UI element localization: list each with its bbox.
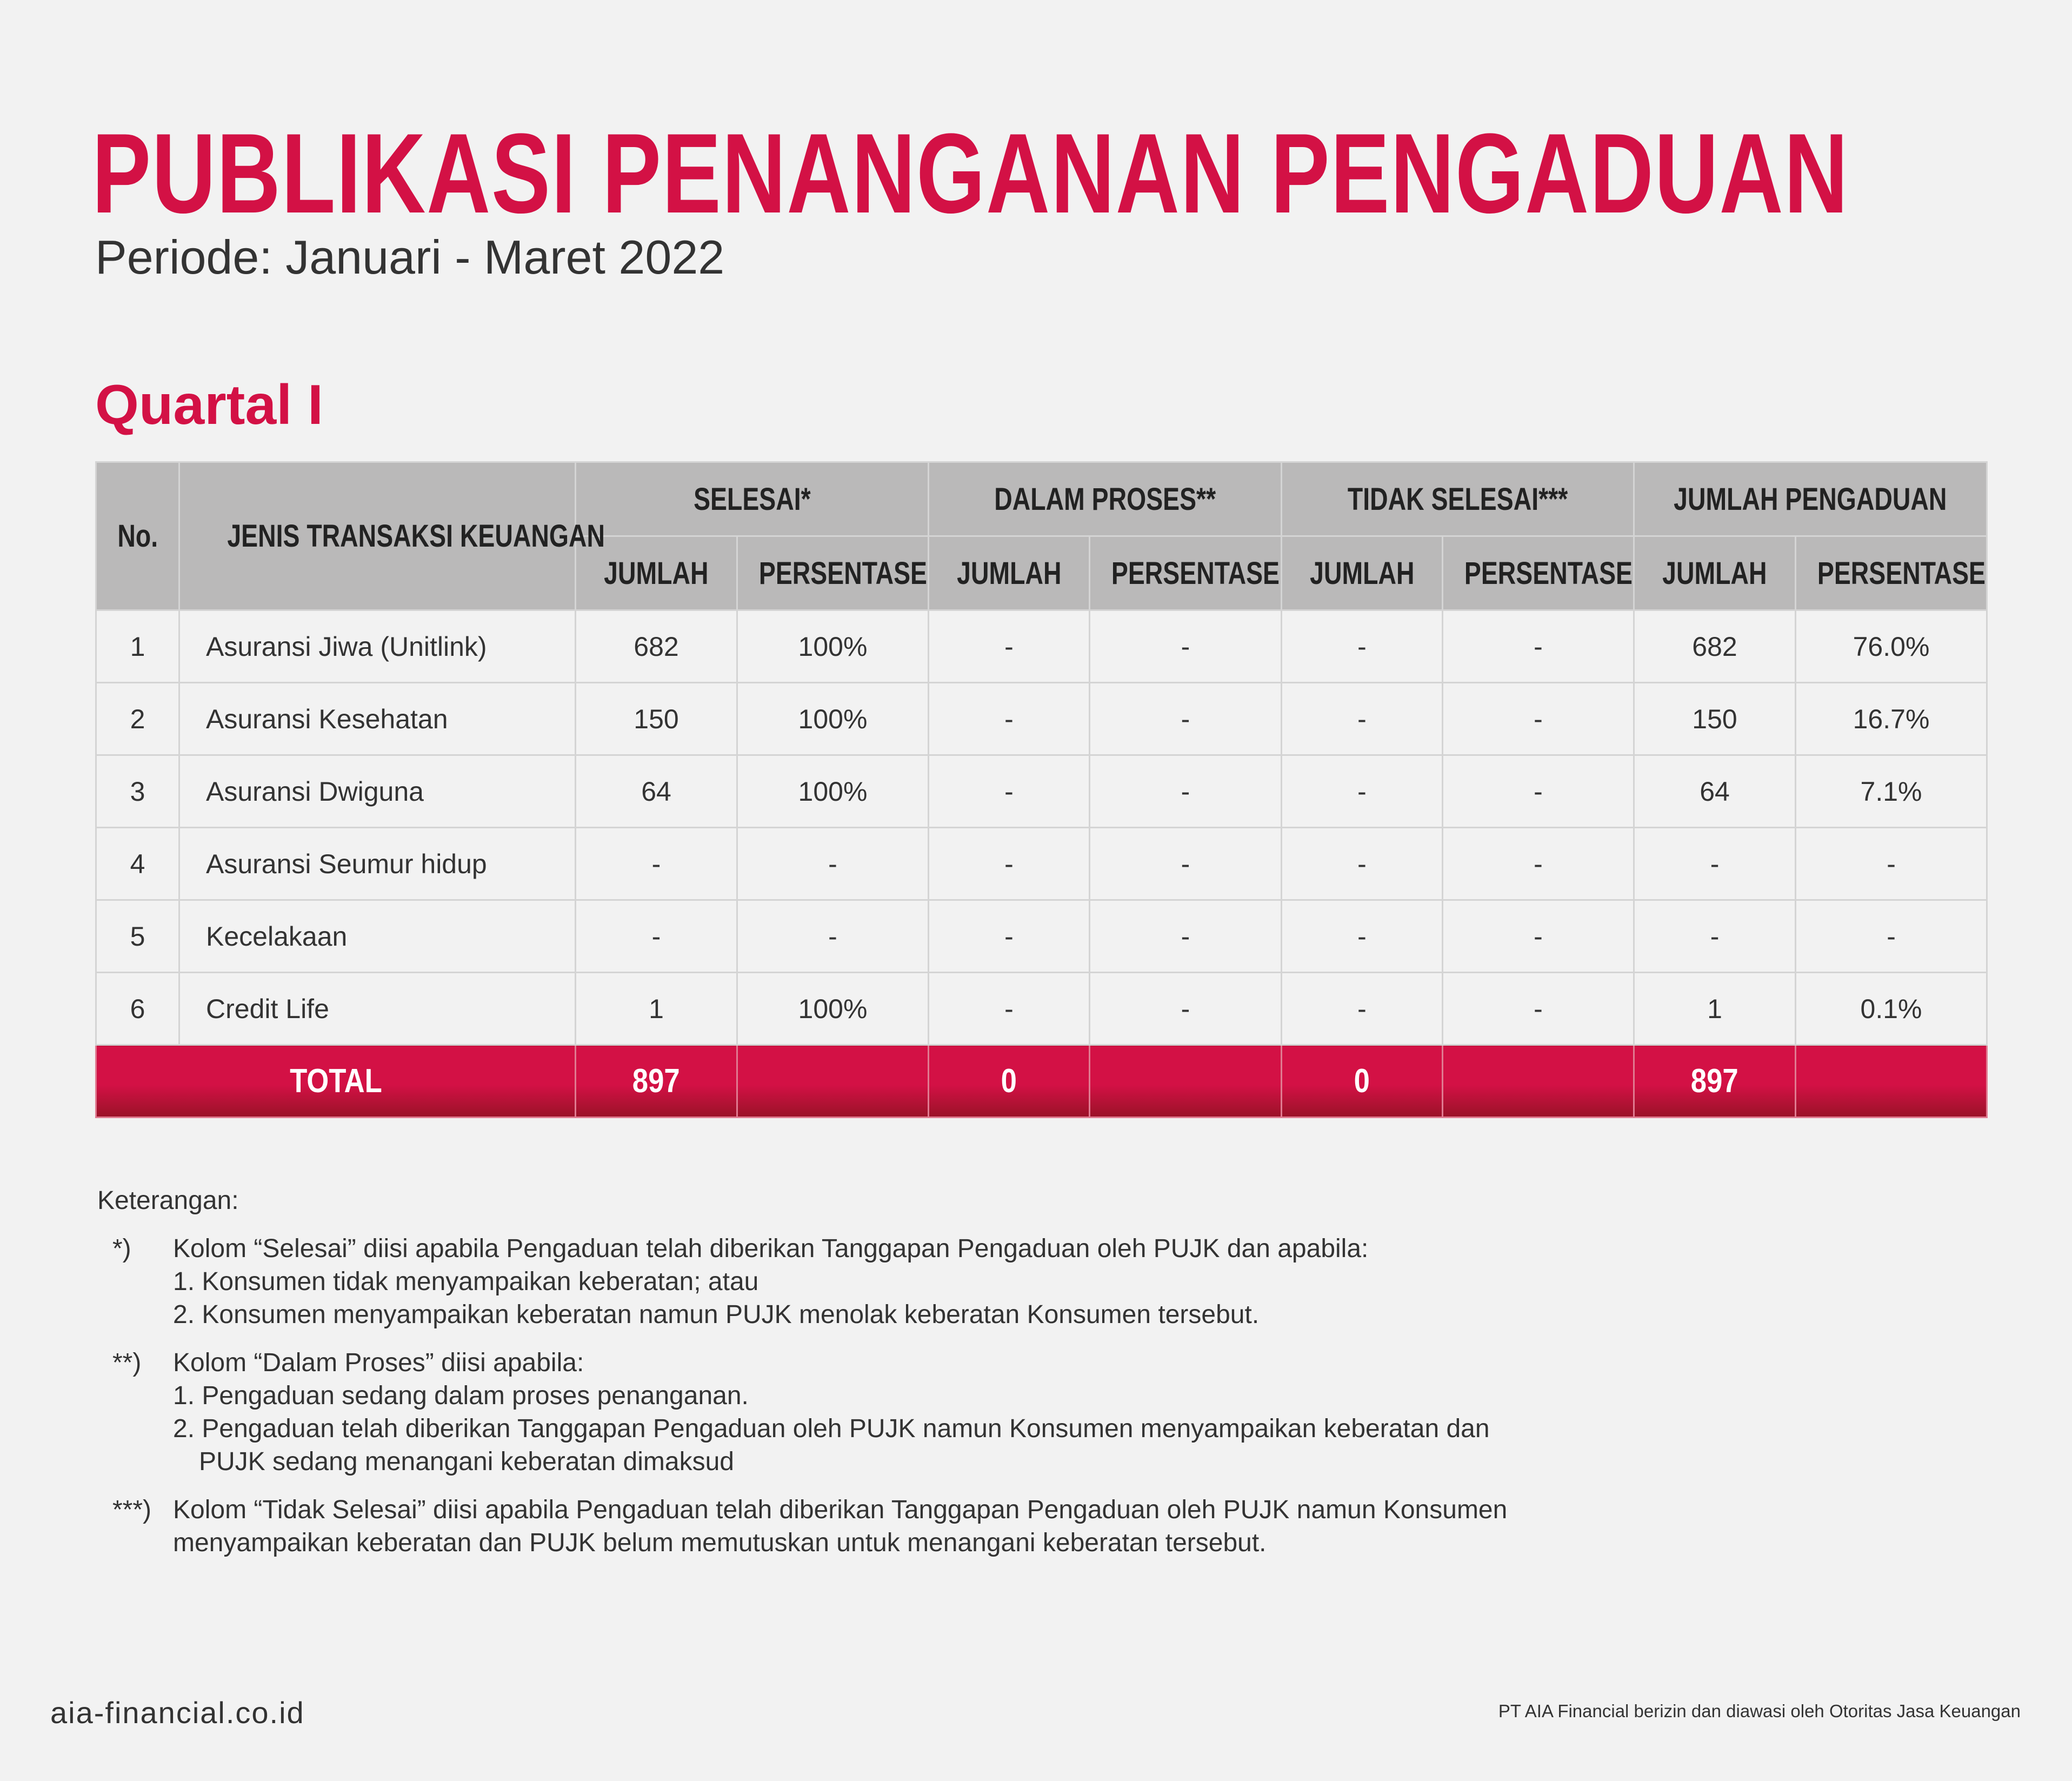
cell-value: - bbox=[1443, 828, 1634, 900]
note-line: 1. Konsumen tidak menyampaikan keberatan; atau bbox=[173, 1267, 759, 1296]
table-row bbox=[96, 973, 1987, 1045]
cell-value: - bbox=[1282, 828, 1443, 900]
cell-value: - bbox=[1282, 610, 1443, 683]
cell-value: 150 bbox=[576, 683, 737, 755]
cell-value: - bbox=[1090, 755, 1282, 828]
cell-value: - bbox=[1090, 900, 1282, 973]
total-selesai: 897 bbox=[576, 1045, 737, 1118]
note-item bbox=[97, 1493, 1507, 1559]
row-number: 5 bbox=[96, 900, 179, 973]
footer-disclaimer: PT AIA Financial berizin dan diawasi oleh Otoritas Jasa Keuangan bbox=[1498, 1701, 2021, 1721]
cell-value: - bbox=[1282, 900, 1443, 973]
cell-value: - bbox=[1634, 900, 1796, 973]
row-number: 6 bbox=[96, 973, 179, 1045]
cell-value: - bbox=[1443, 683, 1634, 755]
cell-value: - bbox=[929, 683, 1090, 755]
cell-value: 0.1% bbox=[1796, 973, 1987, 1045]
note-marker: ***) bbox=[112, 1496, 152, 1524]
table-row bbox=[96, 683, 1987, 755]
note-line: Kolom “Tidak Selesai” diisi apabila Pengaduan telah diberikan Tanggapan Pengaduan oleh PUJK namun Konsumen bbox=[173, 1496, 1508, 1524]
header-dalam-proses: DALAM PROSES** bbox=[929, 462, 1282, 536]
note-item bbox=[97, 1232, 1507, 1331]
total-empty bbox=[1090, 1045, 1282, 1118]
transaction-type: Asuransi Jiwa (Unitlink) bbox=[179, 610, 576, 683]
note-line: 2. Konsumen menyampaikan keberatan namun PUJK menolak keberatan Konsumen tersebut. bbox=[173, 1300, 1260, 1329]
cell-value: 100% bbox=[737, 683, 929, 755]
header-selesai: SELESAI* bbox=[576, 462, 929, 536]
note-item bbox=[97, 1346, 1507, 1478]
transaction-type: Kecelakaan bbox=[179, 900, 576, 973]
total-dalam_proses: 0 bbox=[929, 1045, 1090, 1118]
total-jumlah: 897 bbox=[1634, 1045, 1796, 1118]
notes-heading: Keterangan: bbox=[97, 1186, 239, 1215]
table-row bbox=[96, 900, 1987, 973]
notes bbox=[97, 1184, 1507, 1559]
subheader-jumlah: JUMLAH bbox=[576, 536, 737, 610]
table-row bbox=[96, 755, 1987, 828]
cell-value: - bbox=[1443, 755, 1634, 828]
note-line: menyampaikan keberatan dan PUJK belum memutuskan untuk menangani keberatan tersebut. bbox=[173, 1529, 1267, 1557]
total-row bbox=[96, 1045, 1987, 1118]
row-number: 3 bbox=[96, 755, 179, 828]
subheader-persentase: PERSENTASE bbox=[1443, 536, 1634, 610]
cell-value: 64 bbox=[576, 755, 737, 828]
transaction-type: Asuransi Dwiguna bbox=[179, 755, 576, 828]
cell-value: - bbox=[1090, 683, 1282, 755]
cell-value: 150 bbox=[1634, 683, 1796, 755]
subheader-jumlah: JUMLAH bbox=[929, 536, 1090, 610]
note-line: 2. Pengaduan telah diberikan Tanggapan Pengaduan oleh PUJK namun Konsumen menyampaikan keberatan dan bbox=[173, 1414, 1490, 1443]
cell-value: 682 bbox=[1634, 610, 1796, 683]
note-line: 1. Pengaduan sedang dalam proses penanganan. bbox=[173, 1381, 749, 1410]
cell-value: - bbox=[737, 900, 929, 973]
cell-value: - bbox=[737, 828, 929, 900]
note-line: Kolom “Dalam Proses” diisi apabila: bbox=[173, 1348, 584, 1377]
total-empty bbox=[1796, 1045, 1987, 1118]
cell-value: - bbox=[1282, 973, 1443, 1045]
note-marker: **) bbox=[112, 1348, 142, 1377]
subheader-persentase: PERSENTASE bbox=[1796, 536, 1987, 610]
total-tidak_selesai: 0 bbox=[1282, 1045, 1443, 1118]
note-line: PUJK sedang menangani keberatan dimaksud bbox=[199, 1447, 734, 1476]
header-no: No. bbox=[96, 462, 179, 610]
cell-value: - bbox=[1443, 900, 1634, 973]
table-row bbox=[96, 828, 1987, 900]
cell-value: - bbox=[929, 973, 1090, 1045]
cell-value: - bbox=[1090, 610, 1282, 683]
total-empty bbox=[737, 1045, 929, 1118]
note-line: Kolom “Selesai” diisi apabila Pengaduan telah diberikan Tanggapan Pengaduan oleh PUJK dan apabila: bbox=[173, 1234, 1369, 1263]
subheader-jumlah: JUMLAH bbox=[1634, 536, 1796, 610]
cell-value: - bbox=[576, 828, 737, 900]
header-tidak-selesai: TIDAK SELESAI*** bbox=[1282, 462, 1634, 536]
cell-value: - bbox=[1796, 828, 1987, 900]
cell-value: 16.7% bbox=[1796, 683, 1987, 755]
page-title: PUBLIKASI PENANGANAN PENGADUAN bbox=[92, 110, 1849, 237]
transaction-type: Asuransi Seumur hidup bbox=[179, 828, 576, 900]
row-number: 4 bbox=[96, 828, 179, 900]
header-jenis: JENIS TRANSAKSI KEUANGAN bbox=[179, 462, 576, 610]
note-marker: *) bbox=[112, 1234, 131, 1263]
cell-value: 1 bbox=[576, 973, 737, 1045]
row-number: 1 bbox=[96, 610, 179, 683]
cell-value: 76.0% bbox=[1796, 610, 1987, 683]
total-empty bbox=[1443, 1045, 1634, 1118]
header-jumlah-pengaduan: JUMLAH PENGADUAN bbox=[1634, 462, 1987, 536]
cell-value: 100% bbox=[737, 610, 929, 683]
cell-value: - bbox=[576, 900, 737, 973]
cell-value: - bbox=[929, 900, 1090, 973]
cell-value: 64 bbox=[1634, 755, 1796, 828]
row-number: 2 bbox=[96, 683, 179, 755]
cell-value: - bbox=[1443, 610, 1634, 683]
cell-value: - bbox=[1634, 828, 1796, 900]
cell-value: - bbox=[1090, 828, 1282, 900]
cell-value: - bbox=[1796, 900, 1987, 973]
transaction-type: Credit Life bbox=[179, 973, 576, 1045]
cell-value: 7.1% bbox=[1796, 755, 1987, 828]
cell-value: 1 bbox=[1634, 973, 1796, 1045]
subheader-jumlah: JUMLAH bbox=[1282, 536, 1443, 610]
website-link[interactable]: aia-financial.co.id bbox=[50, 1696, 305, 1730]
table-row bbox=[96, 610, 1987, 683]
total-label: TOTAL bbox=[96, 1045, 576, 1118]
cell-value: 682 bbox=[576, 610, 737, 683]
cell-value: - bbox=[929, 610, 1090, 683]
cell-value: - bbox=[929, 755, 1090, 828]
transaction-type: Asuransi Kesehatan bbox=[179, 683, 576, 755]
period-subtitle: Periode: Januari - Maret 2022 bbox=[95, 230, 725, 284]
complaints-table bbox=[95, 461, 1988, 1118]
cell-value: - bbox=[929, 828, 1090, 900]
cell-value: 100% bbox=[737, 973, 929, 1045]
subheader-persentase: PERSENTASE bbox=[737, 536, 929, 610]
section-title: Quartal I bbox=[95, 374, 323, 436]
cell-value: - bbox=[1282, 755, 1443, 828]
cell-value: - bbox=[1282, 683, 1443, 755]
cell-value: 100% bbox=[737, 755, 929, 828]
subheader-persentase: PERSENTASE bbox=[1090, 536, 1282, 610]
cell-value: - bbox=[1443, 973, 1634, 1045]
cell-value: - bbox=[1090, 973, 1282, 1045]
